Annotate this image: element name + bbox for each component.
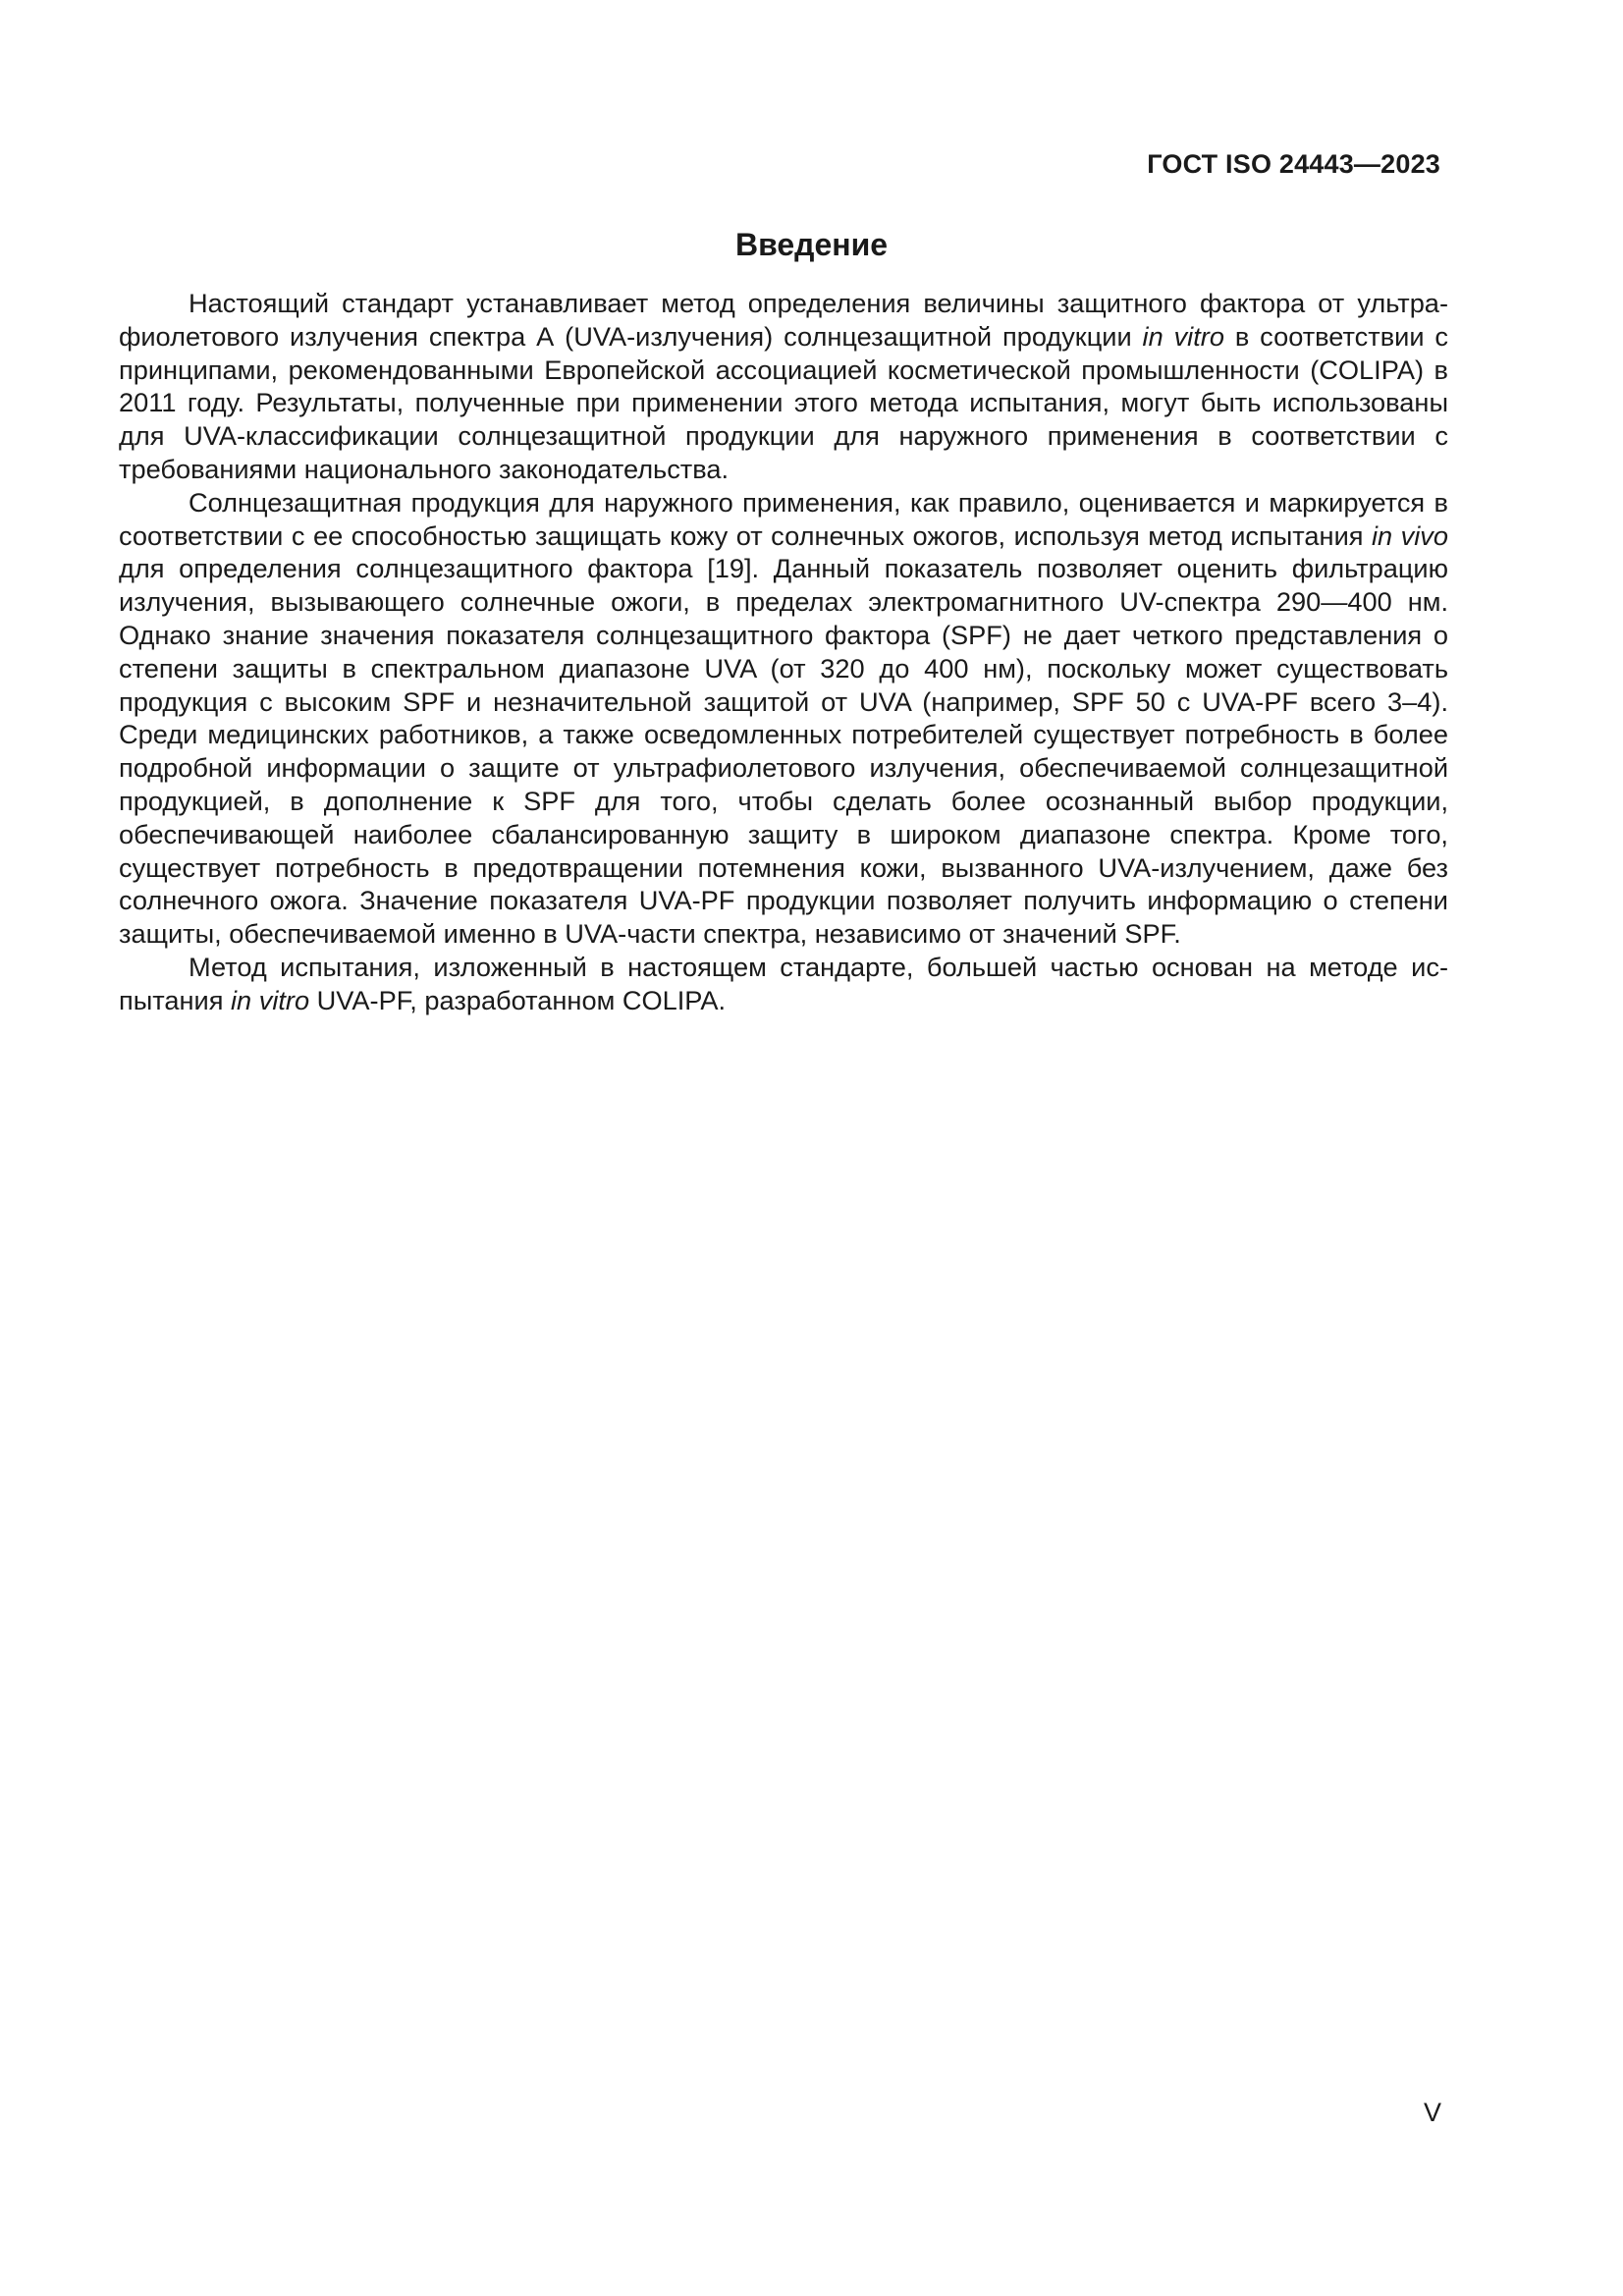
page-title: Введение — [734, 227, 889, 262]
introduction-body — [119, 287, 1448, 1017]
text-run: Настоящий стандарт устанавливает метод определения величины защитного фактора от ультрафиолетового излучения спектра А (UVA-излучения) солнцезащитной продукции — [119, 288, 1448, 352]
text-run: Метод испытания, изложенный в настоящем стандарте, большей частью основан на методе испытания — [119, 951, 1448, 1015]
italic-term: in vitro — [231, 984, 310, 1015]
italic-term: in vitro — [1142, 320, 1224, 352]
paragraph — [119, 287, 1448, 486]
italic-term: in vivo — [1371, 519, 1448, 551]
text-run: для определения солнцезащитного фактора [19]. Данный показатель позволяет оценить фильтрацию излучения, вызывающего солнечные ожоги, в пределах электромагнитного UV-спектра 290—400 нм. Однако знание значения показателя солнцезащитного фактора (SPF) не дает четкого представления о степени защиты в спектральном диапазоне UVA (от 320 до 400 нм), поскольку может существовать продукция с высоким SPF и незначительной защитой от UVA (например, SPF 50 с UVA-PF всего 3–4). Среди медицинских работников, а также осведомленных потребителей существует потребность в более подробной информации о защите от ультрафиолетового излучения, обеспечиваемой солнцезащитной продукцией, в дополнение к SPF для того, чтобы сделать более осознанный выбор продукции, обеспечивающей наиболее сбалансированную защиту в широком диапазоне спектра. Кроме того, существует потребность в предотвращении потемнения кожи, вызванного UVA-излучением, даже без солнечного ожога. Значение показателя UVA-PF продукции позволяет получить информацию о степени защиты, обеспечиваемой именно в UVA-части спектра, независимо от значений SPF. — [119, 553, 1448, 950]
page-number: V — [1423, 2098, 1441, 2127]
text-run: UVA-PF, разработанном COLIPA. — [309, 984, 727, 1015]
paragraph — [119, 486, 1448, 951]
paragraph — [119, 951, 1448, 1017]
text-run: Солнцезащитная продукция для наружного применения, как правило, оценивается и маркируется в соответствии с ее способностью защищать кожу от солнечных ожогов, используя метод испытания — [119, 486, 1448, 551]
text-run: в соответствии с принципами, рекомендованными Европейской ассоциацией косметической промышленности (COLIPA) в 2011 году. Результаты, полученные при применении этого метода испытания, могут быть использованы для UVA-классификации солнцезащитной продукции для наружного применения в соответствии с требованиями национального законодательства. — [119, 320, 1449, 484]
standard-code: ГОСТ ISO 24443—2023 — [1147, 149, 1440, 179]
